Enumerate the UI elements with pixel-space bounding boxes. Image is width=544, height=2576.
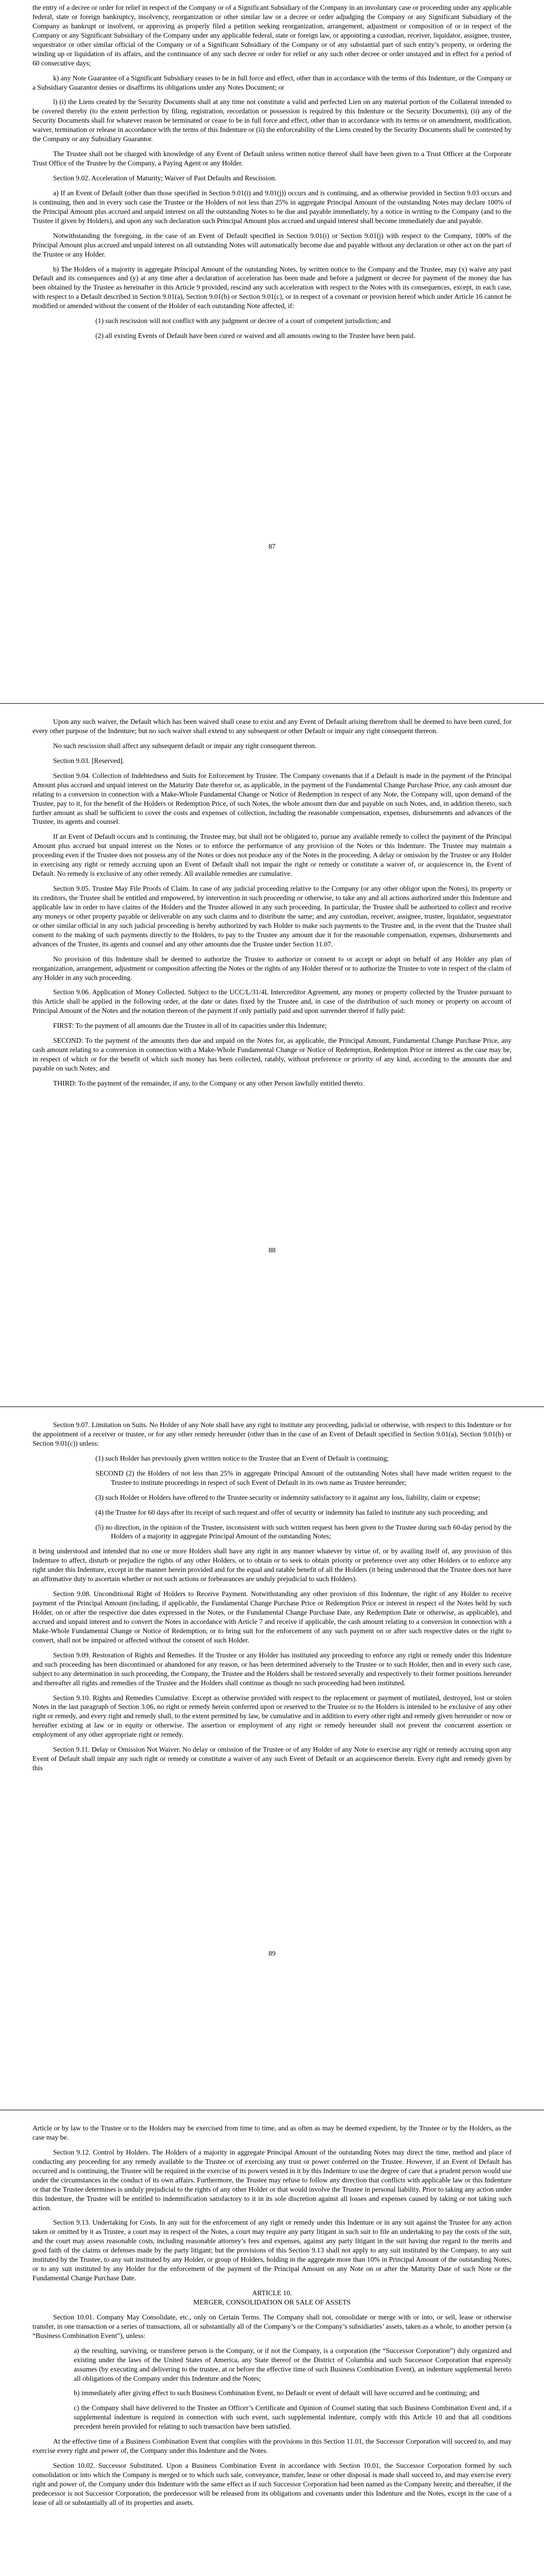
paragraph: Article or by law to the Trustee or to the Holders may be exercised from time to time, and as often as may be deemed expedient, by the Trustee or by the Holders, as the case may be. <box>32 2124 512 2141</box>
paragraph: Section 9.13. Undertaking for Costs. In any suit for the enforcement of any right or remedy under this Indenture or in any suit against the Trustee for any action taken or omitted by it as Trustee, a court may in respect of the Notes, a court may require any party litigant in such suit to file an undertaking to pay the costs of the suit, and the court may assess reasonable costs, including reasonable attorney’s fees and expenses, against any party litigant in the suit having due regard to the merits and good faith of the claims or defenses made by the party litigant; but the provisions of this Section 9.13 shall not apply to any suit instituted by the Company, to any suit instituted by the Trustee, to any suit instituted by any Holder, or group of Holders, holding in the aggregate more than 10% in Principal Amount of the outstanding Notes, or to any suit instituted by any Holder for the enforcement of the payment of the Principal Amount on any Note on or after the Maturity Date of such Note or the Fundamental Change Purchase Date. <box>32 2218 512 2282</box>
paragraph: a) If an Event of Default (other than those specified in Section 9.01(i) and 9.01(j)) occurs and is continuing, and as otherwise provided in Section 9.03 occurs and is continuing, then and in every such case the Trustee or the Holders of not less than 25% in aggregate Principal Amount of the outstanding Notes may declare 100% of the Principal Amount plus accrued and unpaid interest on all the outstanding Notes to be due and payable immediately, by a notice in writing to the Company (and to the Trustee if given by Holders), and upon any such declaration such Principal Amount plus accrued and unpaid interest shall become immediately due and payable. <box>32 189 512 225</box>
paragraph: Section 9.11. Delay or Omission Not Waiver. No delay or omission of the Trustee or of any Holder of any Note to exercise any right or remedy accruing upon any Event of Default shall impair any such right or remedy or constitute a waiver of any such Event of Default or an acquiescence therein. Every right and remedy given by this <box>32 1745 512 1772</box>
paragraph: Section 9.08. Unconditional Right of Holders to Receive Payment. Notwithstanding any other provision of this Indenture, the right of any Holder to receive payment of the Principal Amount (including, if applicable, the Fundamental Change Purchase Price or Redemption Price or interest in respect of the Notes held by such Holder, on or after the respective due dates expressed in the Notes, or the Fundamental Change Purchase Date, any Redemption Date or otherwise, as applicable), and accrued and unpaid interest and to convert the Notes in accordance with Article 7 and receive if applicable, the cash amount relating to a conversion in connection with a Make-Whole Fundamental Change or Notice of Redemption, or to bring suit for the enforcement of any such payment on or after such respective dates or the right to convert, shall not be impaired or affected without the consent of such Holder. <box>32 1590 512 1644</box>
paragraph: k) any Note Guarantee of a Significant Subsidiary ceases to be in full force and effect, other than in accordance with the terms of this Indenture, or the Company or a Subsidiary Guarantor denies or disaffirms its obligations under any Notes Document; or <box>32 74 512 91</box>
page-number: 88 <box>268 1246 276 1254</box>
paragraph: l) (i) the Liens created by the Security Documents shall at any time not constitute a valid and perfected Lien on any material portion of the Collateral intended to be covered thereby (to the extent perfection by filing, registration, recordation or possession is required by this Indenture or the Security Documents), (ii) any of the Security Documents shall for whatever reason be terminated or cease to be in full force and effect, other than in accordance with its terms or on amendment, modification, waiver, termination or release in accordance with the terms of this Indenture or (ii) the enforceability of the Liens created by the Security Documents shall be contested by the Company or any Subsidiary Guarantor. <box>32 98 512 143</box>
paragraph: Section 9.12. Control by Holders. The Holders of a majority in aggregate Principal Amount of the outstanding Notes may direct the time, method and place of conducting any proceeding for any remedy available to the Trustee or of exercising any trust or power conferred on the Trustee. However, if an Event of Default has occurred and is continuing, the Trustee will be required in the exercise of its powers vested in it by this Indenture to use the degree of care that a prudent person would use under the circumstances in the conduct of its own affairs. Furthermore, the Trustee may refuse to follow any direction that conflicts with applicable law or this Indenture or that the Trustee determines is unduly prejudicial to the rights of any other Holder or that would involve the Trustee in personal liability. Prior to taking any action under this Indenture, the Trustee will be entitled to indemnification satisfactory to it in its sole discretion against all losses and expenses caused by taking or not taking such action. <box>32 2148 512 2212</box>
paragraph: the entry of a decree or order for relief in respect of the Company or of a Significant Subsidiary of the Company in an involuntary case or proceeding under any applicable federal, state or foreign bankruptcy, insolvency, reorganization or other similar law or a decree or order adjudging the Company or any Significant Subsidiary of the Company as bankrupt or insolvent, or approving as properly filed a petition seeking reorganization, arrangement, adjustment or composition of or in respect of the Company or any Significant Subsidiary of the Company under any applicable federal, state or foreign law, or appointing a custodian, receiver, liquidator, assignee, trustee, sequestrator or other similar official of the Company or of a Significant Subsidiary of the Company or of any substantial part of such entity’s property, or ordering the winding up or liquidation of its affairs, and the continuance of any such decree or order for relief or any such other decree or order unstayed and in effect for a period of 60 consecutive days; <box>32 4 512 67</box>
paragraph: If an Event of Default occurs and is continuing, the Trustee may, but shall not be obligated to, pursue any available remedy to collect the payment of the Principal Amount plus accrued but unpaid interest on the Notes or to enforce the performance of any provision of the Notes or this Indenture. The Trustee may maintain a proceeding even if the Trustee does not possess any of the Notes or does not produce any of the Notes in the proceeding. A delay or omission by the Trustee or any Holder in exercising any right or remedy accruing upon an Event of Default shall not impair the right or remedy or constitute a waiver of, or acquiescence in, the Event of Default. No remedy is exclusive of any other remedy. All available remedies are cumulative. <box>32 833 512 878</box>
clause: b) immediately after giving effect to such Business Combination Event, no Default or event of default will have occurred and be continuing; and <box>74 2389 480 2397</box>
clause: (2) all existing Events of Default have been cured or waived and all amounts owing to the Trustee have been paid. <box>95 332 416 340</box>
paragraph: At the effective time of a Business Combination Event that complies with the provisions in this Section 11.01, the Successor Corporation will succeed to, and may exercise every right and power of, the Company under this Indenture and the Notes. <box>32 2437 512 2455</box>
section-heading: Section 9.03. [Reserved]. <box>53 756 124 765</box>
paragraph: Notwithstanding the foregoing, in the case of an Event of Default specified in Section 9.01(i) or Section 9.01(j) with respect to the Company, 100% of the Principal Amount plus accrued and unpaid interest on all outstanding Notes will automatically become due and payable without any declaration or other act on the part of the Trustee or any Holder. <box>32 231 512 258</box>
paragraph: Upon any such waiver, the Default which has been waived shall cease to exist and any Event of Default arising therefrom shall be deemed to have been cured, for every other purpose of the Indenture; but no such waiver shall extend to any subsequent or other Default or impair any right consequent thereon. <box>32 718 512 735</box>
clause: (1) such rescission will not conflict with any judgment or decree of a court of competent jurisdiction; and <box>95 317 391 325</box>
paragraph: Section 9.05. Trustee May File Proofs of Claim. In case of any judicial proceeding relative to the Company (or any other obligor upon the Notes), its property or its creditors, the Trustee shall be entitled and empowered, by intervention in such proceeding or otherwise, to take any and all actions authorized under this Indenture and applicable law in order to have claims of the Holders and the Trustee allowed in any such proceeding. In particular, the Trustee shall be authorized to collect and receive any moneys or other property payable or deliverable on any such claims and to distribute the same; and any custodian, receiver, assignee, trustee, liquidator, sequestrator or other similar official in any such judicial proceeding is hereby authorized by each Holder to make such payments to the Trustee and, in the event that the Trustee shall consent to the making of such payments directly to the Holders, to pay to the Trustee any amount due it for the reasonable compensation, expenses, disbursements and advances of the Trustee, its agents and counsel and any other amounts due the Trustee under Section 11.07. <box>32 885 512 948</box>
paragraph: No such rescission shall affect any subsequent default or impair any right consequent thereon. <box>53 741 317 750</box>
paragraph: Section 9.10. Rights and Remedies Cumulative. Except as otherwise provided with respect to the replacement or payment of mutilated, destroyed, lost or stolen Notes in the last paragraph of Section 3.06, no right or remedy herein conferred upon or reserved to the Trustee or to the Holders is intended to be exclusive of any other right or remedy, and every right and remedy shall, to the extent permitted by law, be cumulative and in addition to every other right and remedy given hereunder or now or hereafter existing at law or in equity or otherwise. The assertion or employment of any right or remedy hereunder shall not prevent the concurrent assertion or employment of any other appropriate right or remedy. <box>32 1693 512 1739</box>
clause: (5) no direction, in the opinion of the Trustee, inconsistent with such written request has been given to the Trustee during such 60-day period by the Holders of a majority in aggregate Principal Amount of the outstanding Notes; <box>95 1523 512 1540</box>
article-title: MERGER, CONSOLIDATION OR SALE OF ASSETS <box>193 2298 351 2306</box>
paragraph: Section 9.04. Collection of Indebtedness and Suits for Enforcement by Trustee. The Company covenants that if a Default is made in the payment of the Principal Amount plus accrued and unpaid interest on the Maturity Date therefor or, as applicable, in the payment of the Fundamental Change Purchase Price, any cash amount due relating to a conversion in connection with a Make-Whole Fundamental Change or Notice of Redemption in respect of any Note, the Company will, upon demand of the Trustee, pay to it, for the benefit of the Holders or Redemption Price, of such Notes, the whole amount then due and payable on such Notes, and, in addition thereto, such further amount as shall be sufficient to cover the costs and expenses of collection, including the reasonable compensation, expenses, disbursements and advances of the Trustee, its agents and counsel. <box>32 771 512 826</box>
clause: (1) such Holder has previously given written notice to the Trustee that an Event of Default is continuing; <box>95 1454 389 1462</box>
paragraph: Section 9.09. Restoration of Rights and Remedies. If the Trustee or any Holder has instituted any proceeding to enforce any right or remedy under this Indenture and such proceeding has been discontinued or abandoned for any reason, or has been determined adversely to the Trustee or to such Holder, then and in every such case, subject to any determination in such proceeding, the Company, the Trustee and the Holders shall be restored severally and respectively to their former positions hereunder and thereafter all rights and remedies of the Trustee and the Holders shall continue as though no such proceeding had been instituted. <box>32 1651 512 1687</box>
page-number: 89 <box>268 1950 276 1957</box>
page-88 <box>0 703 544 1406</box>
paragraph: b) The Holders of a majority in aggregate Principal Amount of the outstanding Notes, by written notice to the Company and the Trustee, may (x) waive any past Default and its consequences and (y) at any time after a declaration of acceleration has been made and before a judgment or decree for payment of the money due has been obtained by the Trustee as hereinafter in this Article 9 provided, rescind any such acceleration with respect to the Notes with its consequences, except, in each case, with respect to a Default described in Section 9.01(a), Section 9.01(b) or Section 9.01(c), or in respect of a covenant or provision hereof which under Article 16 cannot be modified or amended without the consent of the Holder of each outstanding Note affected, if: <box>32 265 512 310</box>
clause: SECOND (2) the Holders of not less than 25% in aggregate Principal Amount of the outstanding Notes shall have made written request to the Trustee to institute proceedings in respect of such Event of Default in its own name as Trustee hereunder; <box>95 1469 512 1486</box>
paragraph: No provision of this Indenture shall be deemed to authorize the Trustee to authorize or consent to or accept or adopt on behalf of any Holder any plan of reorganization, arrangement, adjustment or composition affecting the Notes or the rights of any Holder thereof or to authorize the Trustee to vote in respect of the claim of any Holder in any such proceeding. <box>32 955 512 981</box>
page-90 <box>0 2110 544 2576</box>
paragraph: Section 10.02. Successor Substituted. Upon a Business Combination Event in accordance with Section 10.01, the Successor Corporation formed by such consolidation or into which the Company is merged or to which such sale, conveyance, transfer, lease or other disposal is made shall succeed to, and may exercise every right and power of, the Company under this Indenture with the same effect as if such Successor Corporation had been named as the Company herein; and thereafter, if the predecessor is not Successor Corporation, the predecessor will be released from its obligations and covenants under this Indenture and the Notes, except in the case of a lease of all or substantially all of its properties and assets. <box>32 2462 512 2506</box>
clause: (4) the Trustee for 60 days after its receipt of such request and offer of security or indemnity has failed to institute any such proceeding; and <box>95 1508 488 1516</box>
page-89 <box>0 1406 544 2110</box>
paragraph: Section 9.07. Limitation on Suits. No Holder of any Note shall have any right to institute any proceeding, judicial or otherwise, with respect to this Indenture or for the appointment of a receiver or trustee, or for any other remedy hereunder (other than in the case of an Event of Default specified in Section 9.01(a), Section 9.01(b) or Section 9.01(c)) unless: <box>32 1421 512 1447</box>
page-number: 87 <box>268 543 276 550</box>
paragraph: The Trustee shall not be charged with knowledge of any Event of Default unless written notice thereof shall have been given to a Trust Officer at the Corporate Trust Office of the Trustee by the Company, a Paying Agent or any Holder. <box>32 150 512 167</box>
clause: a) the resulting, surviving, or transferee person is the Company, or if not the Company, is a corporation (the “Successor Corporation”) duly organized and existing under the laws of the United States of America, any State thereof or the District of Columbia and such Successor Corporation that expressly assumes (by executing and delivering to the trustee, at or before the effective time of such Business Combination Event), an indenture supplemental hereto all obligations of the Company under this Indenture and the Notes; <box>74 2346 512 2382</box>
article-number: ARTICLE 10. <box>252 2289 292 2297</box>
paragraph: FIRST: To the payment of all amounts due the Trustee in all of its capacities under this Indenture; <box>53 1022 327 1030</box>
paragraph: Section 9.06. Application of Money Collected. Subject to the UCC/L/31/4L Intercreditor Agreement, any money or property collected by the Trustee pursuant to this Article shall be applied in the following order, at the date or dates fixed by the Trustee and, in case of the distribution of such money or property on account of Principal Amount of the Notes and the notation thereon of the payment if only partially paid and upon surrender thereof if fully paid: <box>32 988 512 1015</box>
section-heading: Section 9.02. Acceleration of Maturity; Waiver of Past Defaults and Rescission. <box>53 174 277 182</box>
paragraph: SECOND: To the payment of the amounts then due and unpaid on the Notes for, as applicable, the Principal Amount, Fundamental Change Purchase Price, any cash amount relating to a conversion in connection with a Make-Whole Fundamental Change or Notice of Redemption, Redemption Price or interest as the case may be, in respect of which or for the benefit of which such money has been collected, ratably, without preference or priority of any kind, according to the amounts due and payable on such Notes; and <box>32 1037 512 1072</box>
page-87 <box>0 0 544 703</box>
paragraph: it being understood and intended that no one or more Holders shall have any right in any manner whatever by virtue of, or by availing itself of, any provision of this Indenture to affect, disturb or prejudice the rights of any other Holders, or to obtain or to seek to obtain priority or preference over any other Holders or to enforce any right under this Indenture, except in the manner herein provided and for the equal and ratable benefit of all the Holders (it being understood that the Trustee does not have an affirmative duty to ascertain whether or not such actions or forbearances are unduly prejudicial to such Holders). <box>32 1547 512 1583</box>
clause: (3) such Holder or Holders have offered to the Trustee security or indemnity satisfactory to it against any loss, liability, claim or expense; <box>95 1493 481 1501</box>
clause: c) the Company shall have delivered to the Trustee an Officer’s Certificate and Opinion of Counsel stating that such Business Combination Event and, if a supplemental indenture is required in connection with such event, such supplemental indenture, comply with this Article 10 and that all conditions precedent herein provided for relating to such transaction have been satisfied. <box>74 2404 512 2431</box>
paragraph: THIRD: To the payment of the remainder, if any, to the Company or any other Person lawfully entitled thereto. <box>53 1079 365 1087</box>
paragraph: Section 10.01. Company May Consolidate, etc., only on Certain Terms. The Company shall not, consolidate or merge with or into, or sell, lease or otherwise transfer, in one transaction or a series of transactions, all or substantially all of the Company’s or the Company’s subsidiaries’ assets, taken as a whole, to another person (a “Business Combination Event”), unless: <box>32 2313 512 2340</box>
